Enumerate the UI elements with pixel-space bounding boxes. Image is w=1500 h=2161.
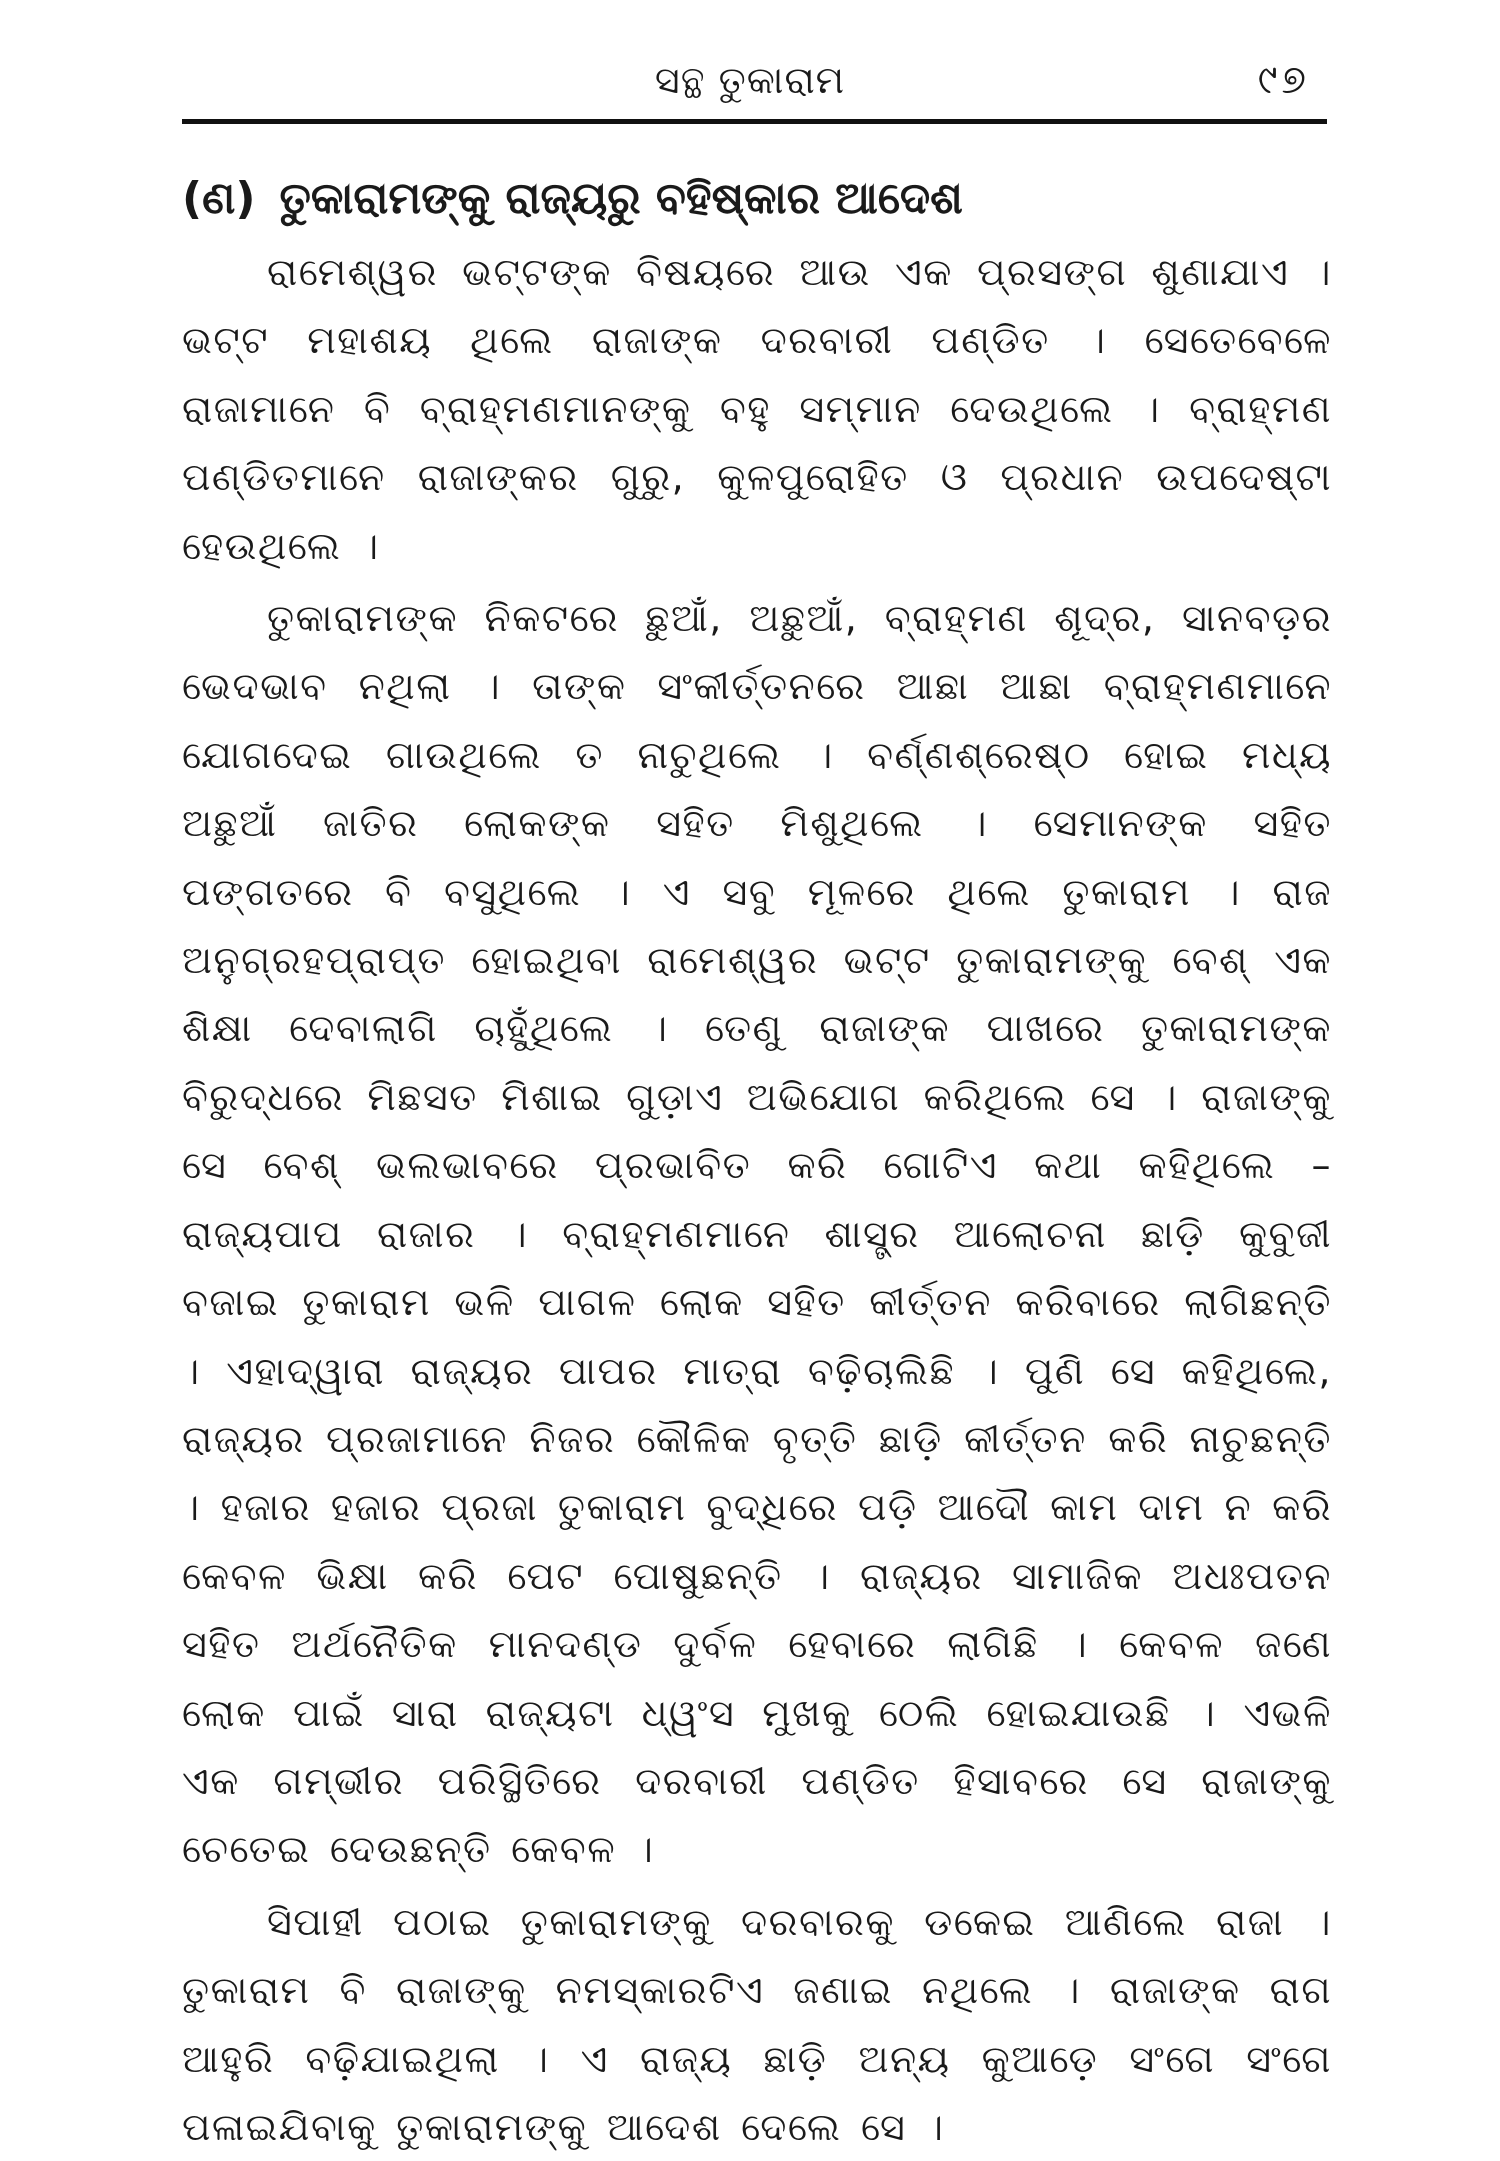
paragraph-3: ସିପାହୀ ପଠାଇ ତୁକାରାମଙ୍କୁ ଦରବାରକୁ ଡକେଇ ଆଣିଲେ ରାଜା । ତୁକାରାମ ବି ରାଜାଙ୍କୁ ନମସ୍କାରଟିଏ ଜଣାଇ ନଥିଲେ । ରାଜାଙ୍କ ରାଗ ଆହୁରି ବଢ଼ିଯାଇଥିଲା । ଏ ରାଜ୍ୟ ଛାଡ଼ି ଅନ୍ୟ କୁଆଡ଼େ ସଂଗେ ସଂଗେ ପଳାଇଯିବାକୁ ତୁକାରାମଙ୍କୁ ଆଦେଶ ଦେଲେ ସେ । [182, 1899, 1332, 2149]
paragraph-2: ତୁକାରାମଙ୍କ ନିକଟରେ ଛୁଆଁ, ଅଛୁଆଁ, ବ୍ରାହ୍ମଣ ଶୂଦ୍ର, ସାନବଡ଼ର ଭେଦଭାବ ନଥିଲା । ତାଙ୍କ ସଂକୀର୍ତ୍ତନରେ ଆଛା ଆଛା ବ୍ରାହ୍ମଣମାନେ ଯୋଗଦେଇ ଗାଉଥିଲେ ତ ନାଚୁଥିଲେ । ବର୍ଣ୍ଣଶ୍ରେଷ୍ଠ ହୋଇ ମଧ୍ୟ ଅଛୁଆଁ ଜାତିର ଲୋକଙ୍କ ସହିତ ମିଶୁଥିଲେ । ସେମାନଙ୍କ ସହିତ ପଙ୍ଗତରେ ବି ବସୁଥିଲେ । ଏ ସବୁ ମୂଳରେ ଥିଲେ ତୁକାରାମ । ରାଜ ଅନୁଗ୍ରହପ୍ରାପ୍ତ ହୋଇଥିବା ରାମେଶ୍ୱର ଭଟ୍ଟ ତୁକାରାମଙ୍କୁ ବେଶ୍ ଏକ ଶିକ୍ଷା ଦେବାଲାଗି ଚାହୁଁଥିଲେ । ତେଣୁ ରାଜାଙ୍କ ପାଖରେ ତୁକାରାମଙ୍କ ବିରୁଦ୍ଧରେ ମିଛସତ ମିଶାଇ ଗୁଡ଼ାଏ ଅଭିଯୋଗ କରିଥିଲେ ସେ । ରାଜାଙ୍କୁ ସେ ବେଶ୍ ଭଲଭାବରେ ପ୍ରଭାବିତ କରି ଗୋଟିଏ କଥା କହିଥିଲେ – ରାଜ୍ୟପାପ ରାଜାର । ବ୍ରାହ୍ମଣମାନେ ଶାସ୍ତ୍ର ଆଲୋଚନା ଛାଡ଼ି କୁବୁଜୀ ବଜାଇ ତୁକାରାମ ଭଳି ପାଗଳ ଲୋକ ସହିତ କୀର୍ତ୍ତନ କରିବାରେ ଲାଗିଛନ୍ତି । ଏହାଦ୍ୱାରା ରାଜ୍ୟର ପାପର ମାତ୍ରା ବଢ଼ିଚାଲିଛି । ପୁଣି ସେ କହିଥିଲେ, ରାଜ୍ୟର ପ୍ରଜାମାନେ ନିଜର କୌଳିକ ବୃତ୍ତି ଛାଡ଼ି କୀର୍ତ୍ତନ କରି ନାଚୁଛନ୍ତି । ହଜାର ହଜାର ପ୍ରଜା ତୁକାରାମ ବୁଦ୍ଧିରେ ପଡ଼ି ଆଦୌ କାମ ଦାମ ନ କରି କେବଳ ଭିକ୍ଷା କରି ପେଟ ପୋଷୁଛନ୍ତି । ରାଜ୍ୟର ସାମାଜିକ ଅଧଃପତନ ସହିତ ଅର୍ଥନୈତିକ ମାନଦଣ୍ଡ ଦୁର୍ବଳ ହେବାରେ ଲାଗିଛି । କେବଳ ଜଣେ ଲୋକ ପାଇଁ ସାରା ରାଜ୍ୟଟା ଧ୍ୱଂସ ମୁଖକୁ ଠେଲି ହୋଇଯାଉଛି । ଏଭଳି ଏକ ଗମ୍ଭୀର ପରିସ୍ଥିତିରେ ଦରବାରୀ ପଣ୍ଡିତ ହିସାବରେ ସେ ରାଜାଙ୍କୁ ଚେତେଇ ଦେଉଛନ୍ତି କେବଳ । [182, 596, 1332, 1872]
running-title: ସନ୍ଥ ତୁକାରାମ [654, 58, 846, 102]
section-marker: (ଣ) [182, 173, 256, 224]
page-number: ୯୭ [1257, 57, 1310, 103]
section-title: ତୁକାରାମଙ୍କୁ ରାଜ୍ୟରୁ ବହିଷ୍କାର ଆଦେଶ [279, 173, 963, 224]
paragraph-1: ରାମେଶ୍ୱର ଭଟ୍ଟଙ୍କ ବିଷୟରେ ଆଉ ଏକ ପ୍ରସଙ୍ଗ ଶୁଣାଯାଏ । ଭଟ୍ଟ ମହାଶୟ ଥିଲେ ରାଜାଙ୍କ ଦରବାରୀ ପଣ୍ଡିତ । ସେତେବେଳେ ରାଜାମାନେ ବି ବ୍ରାହ୍ମଣମାନଙ୍କୁ ବହୁ ସମ୍ମାନ ଦେଉଥିଲେ । ବ୍ରାହ୍ମଣ ପଣ୍ଡିତମାନେ ରାଜାଙ୍କର ଗୁରୁ, କୁଳପୁରୋହିତ ଓ ପ୍ରଧାନ ଉପଦେଷ୍ଟା ହେଉଥିଲେ । [182, 250, 1332, 568]
running-header [0, 50, 1500, 110]
body-text [182, 160, 1332, 2161]
section-heading [182, 160, 1332, 238]
header-rule [182, 119, 1327, 124]
